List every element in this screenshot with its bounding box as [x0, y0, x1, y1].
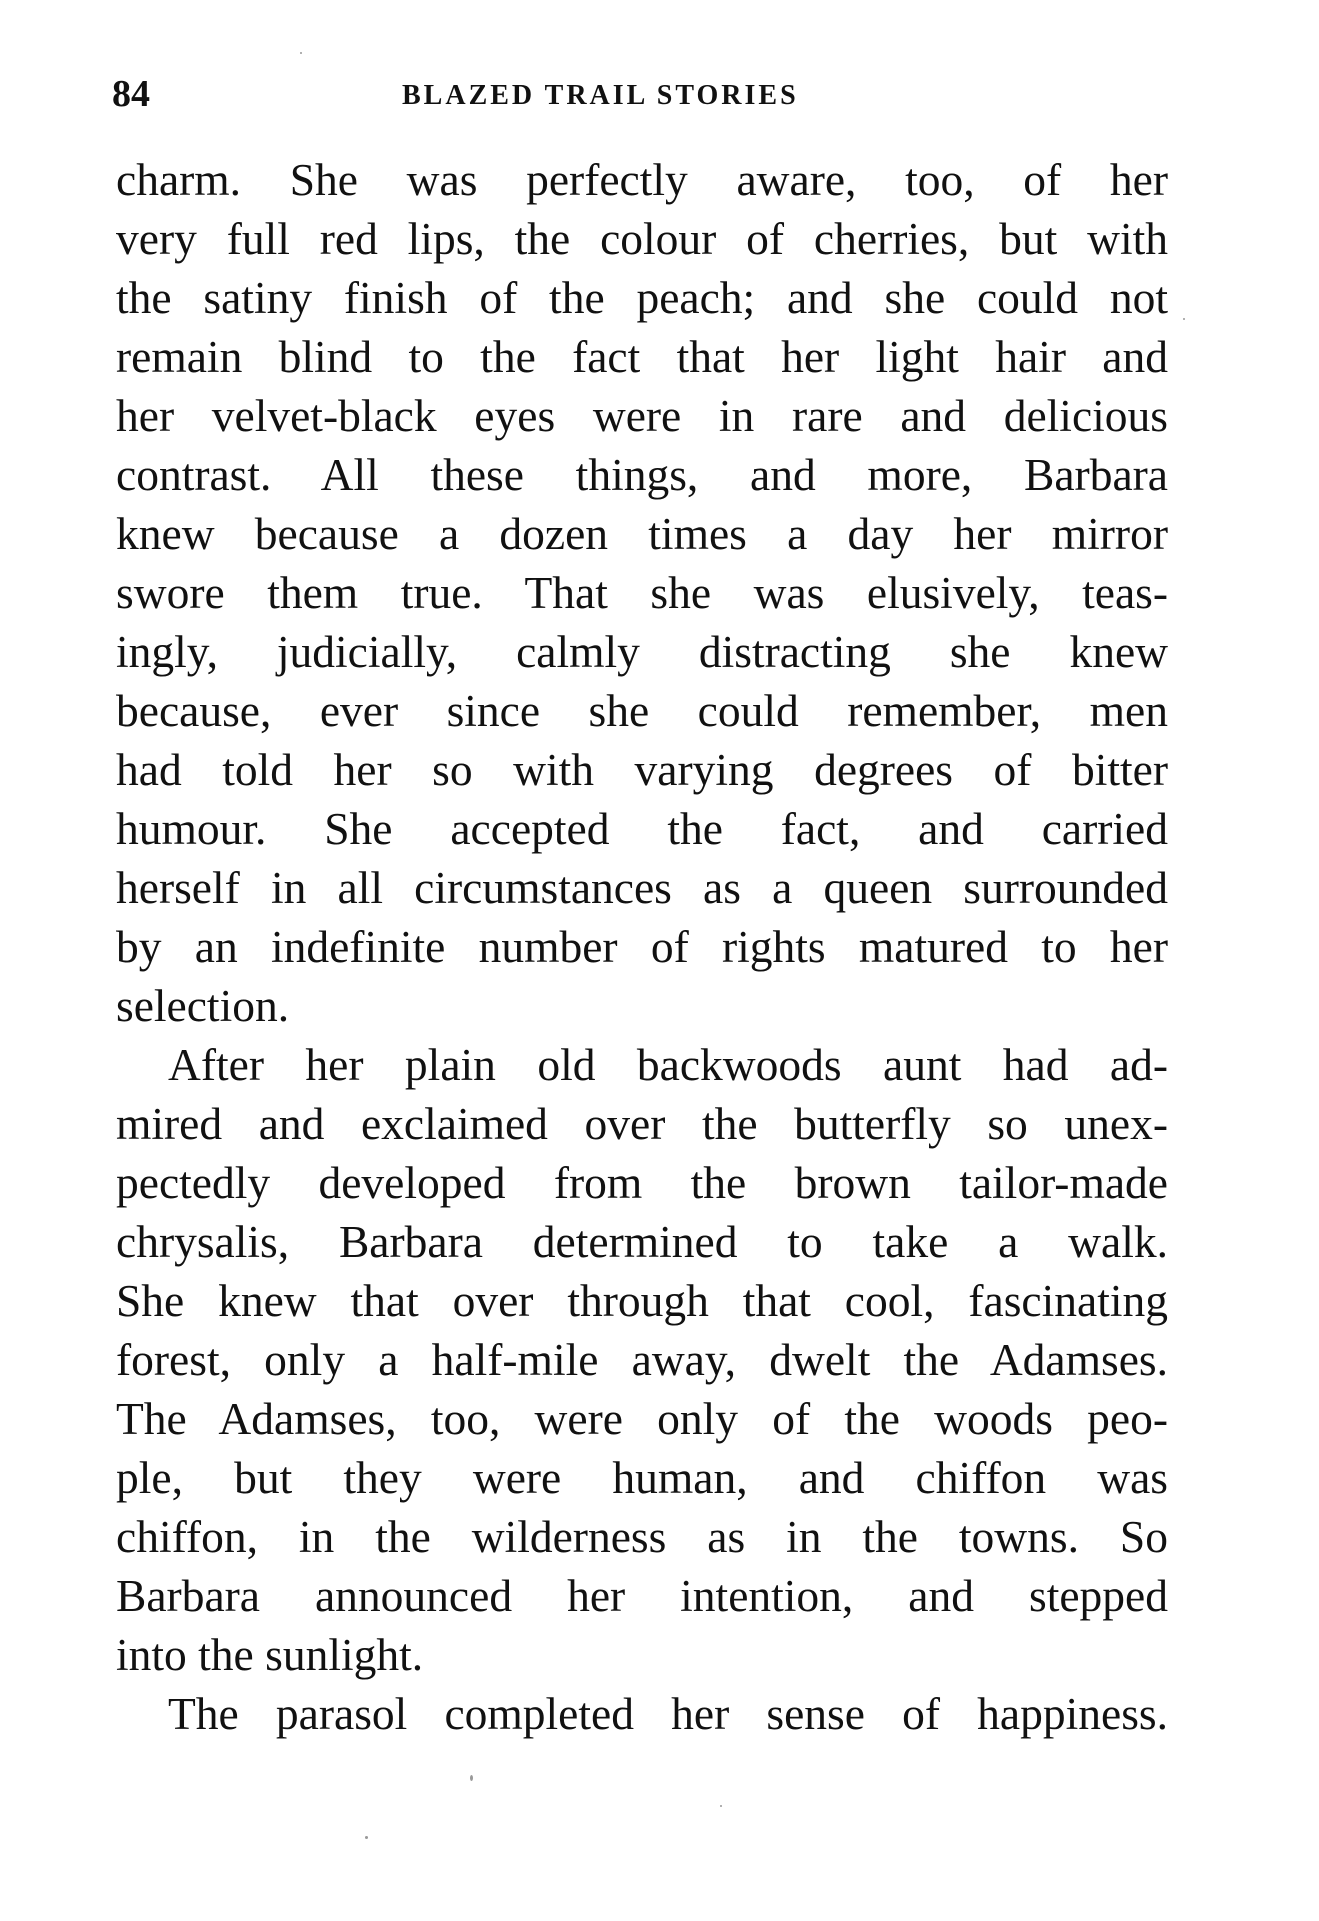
paragraph-end-line: into the sunlight.	[116, 1629, 424, 1680]
text-line: charm. She was perfectly aware, too, of her	[116, 154, 1168, 205]
text-line: The Adamses, too, were only of the woods peo-	[116, 1393, 1168, 1444]
text-line: forest, only a half-mile away, dwelt the Adamses.	[116, 1334, 1168, 1385]
body-text	[116, 150, 1168, 1743]
text-line: the satiny finish of the peach; and she could not	[116, 272, 1168, 323]
text-line: contrast. All these things, and more, Barbara	[116, 449, 1168, 500]
paragraph-end-line: selection.	[116, 980, 290, 1031]
running-title: BLAZED TRAIL STORIES	[402, 80, 799, 111]
text-line: because, ever since she could remember, men	[116, 685, 1168, 736]
text-line: her velvet-black eyes were in rare and delicious	[116, 390, 1168, 441]
running-head	[112, 74, 1172, 114]
text-line: pectedly developed from the brown tailor-made	[116, 1157, 1168, 1208]
page-number: 84	[112, 73, 150, 115]
text-line: had told her so with varying degrees of bitter	[116, 744, 1168, 795]
text-line: knew because a dozen times a day her mirror	[116, 508, 1168, 559]
text-line: by an indefinite number of rights matured to her	[116, 921, 1168, 972]
text-line: chrysalis, Barbara determined to take a walk.	[116, 1216, 1168, 1267]
text-line: ple, but they were human, and chiffon was	[116, 1452, 1168, 1503]
text-line: remain blind to the fact that her light hair and	[116, 331, 1168, 382]
text-line: mired and exclaimed over the butterfly so unex-	[116, 1098, 1168, 1149]
text-line: swore them true. That she was elusively, teas-	[116, 567, 1168, 618]
text-line: very full red lips, the colour of cherries, but with	[116, 213, 1168, 264]
text-line: ingly, judicially, calmly distracting she knew	[116, 626, 1168, 677]
text-line: herself in all circumstances as a queen surrounded	[116, 862, 1168, 913]
text-line: chiffon, in the wilderness as in the towns. So	[116, 1511, 1168, 1562]
text-line: She knew that over through that cool, fascinating	[116, 1275, 1168, 1326]
text-line: humour. She accepted the fact, and carried	[116, 803, 1168, 854]
text-line: Barbara announced her intention, and stepped	[116, 1570, 1168, 1621]
paragraph-start-line: After her plain old backwoods aunt had ad-	[168, 1039, 1168, 1090]
paragraph-start-line: The parasol completed her sense of happiness.	[168, 1688, 1168, 1739]
